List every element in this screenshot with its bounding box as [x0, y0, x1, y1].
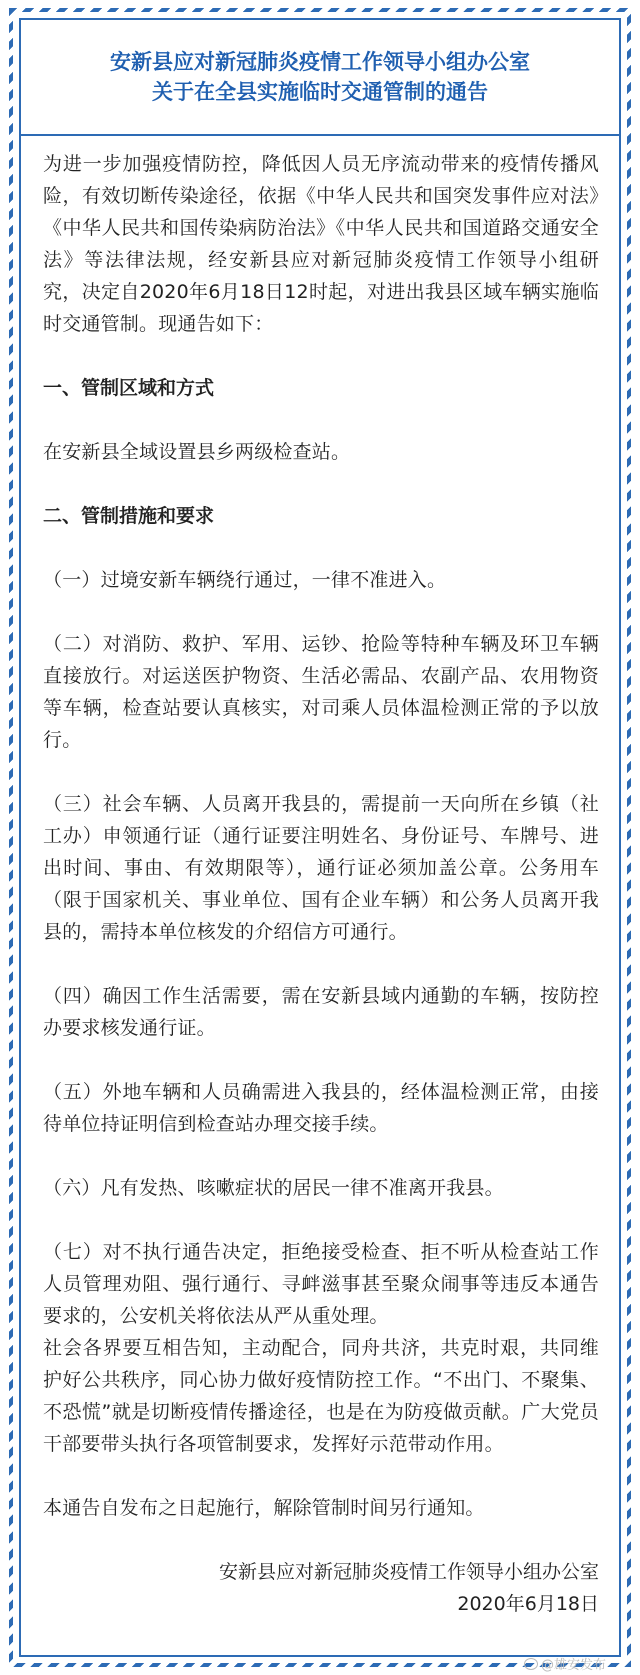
- watermark: [524, 1654, 606, 1673]
- notice-body: [43, 148, 599, 1620]
- intro-paragraph: 为进一步加强疫情防控，降低因人员无序流动带来的疫情传播风险，有效切断传染途径，依据《中华人民共和国突发事件应对法》《中华人民共和国传染病防治法》《中华人民共和国道路交通安全法》等法律法规，经安新县应对新冠肺炎疫情工作领导小组研究，决定自2020年6月18日12时起，对进出我县区域车辆实施临时交通管制。现通告如下：: [43, 153, 599, 335]
- notice-inner-frame: [19, 18, 621, 1657]
- measure-item-1: （一）过境安新车辆绕行通过，一律不准进入。: [43, 569, 447, 591]
- measure-item-4: （四）确因工作生活需要，需在安新县域内通勤的车辆，按防控办要求核发通行证。: [43, 985, 599, 1039]
- notice-frame: [9, 8, 631, 1667]
- title-line-2: 关于在全县实施临时交通管制的通告: [152, 80, 488, 104]
- weibo-icon: [524, 1658, 538, 1670]
- effective-paragraph: 本通告自发布之日起施行，解除管制时间另行通知。: [43, 1497, 485, 1519]
- signature-date: 2020年6月18日: [457, 1593, 599, 1615]
- measure-item-2: （二）对消防、救护、军用、运钞、抢险等特种车辆及环卫车辆直接放行。对运送医护物资、生活必需品、农副产品、农用物资等车辆，检查站要认真核实，对司乘人员体温检测正常的予以放行。: [43, 633, 599, 751]
- watermark-text: @雄安发布: [540, 1658, 606, 1673]
- signature-org: 安新县应对新冠肺炎疫情工作领导小组办公室: [218, 1561, 599, 1583]
- measure-item-5: （五）外地车辆和人员确需进入我县的，经体温检测正常，由接待单位持证明信到检查站办理交接手续。: [43, 1081, 599, 1135]
- measure-item-6: （六）凡有发热、咳嗽症状的居民一律不准离开我县。: [43, 1177, 504, 1199]
- title-line-1: 安新县应对新冠肺炎疫情工作领导小组办公室: [110, 50, 530, 74]
- section1-text: 在安新县全域设置县乡两级检查站。: [43, 441, 351, 463]
- measure-item-7: （七）对不执行通告决定，拒绝接受检查、拒不听从检查站工作人员管理劝阻、强行通行、寻衅滋事甚至聚众闹事等违反本通告要求的，公安机关将依法从严从重处理。: [43, 1241, 599, 1327]
- measure-item-3: （三）社会车辆、人员离开我县的，需提前一天向所在乡镇（社工办）申领通行证（通行证要注明姓名、身份证号、车牌号、进出时间、事由、有效期限等），通行证必须加盖公章。公务用车（限于国家机关、事业单位、国有企业车辆）和公务人员离开我县的，需持本单位核发的介绍信方可通行。: [43, 793, 599, 943]
- section2-heading: 二、管制措施和要求: [43, 505, 215, 527]
- title-box: [21, 20, 619, 136]
- section1-heading: 一、管制区域和方式: [43, 377, 215, 399]
- closing-paragraph: 社会各界要互相告知，主动配合，同舟共济，共克时艰，共同维护好公共秩序，同心协力做好疫情防控工作。“不出门、不聚集、不恐慌”就是切断疫情传播途径，也是在为防疫做贡献。广大党员干部要带头执行各项管制要求，发挥好示范带动作用。: [43, 1337, 599, 1455]
